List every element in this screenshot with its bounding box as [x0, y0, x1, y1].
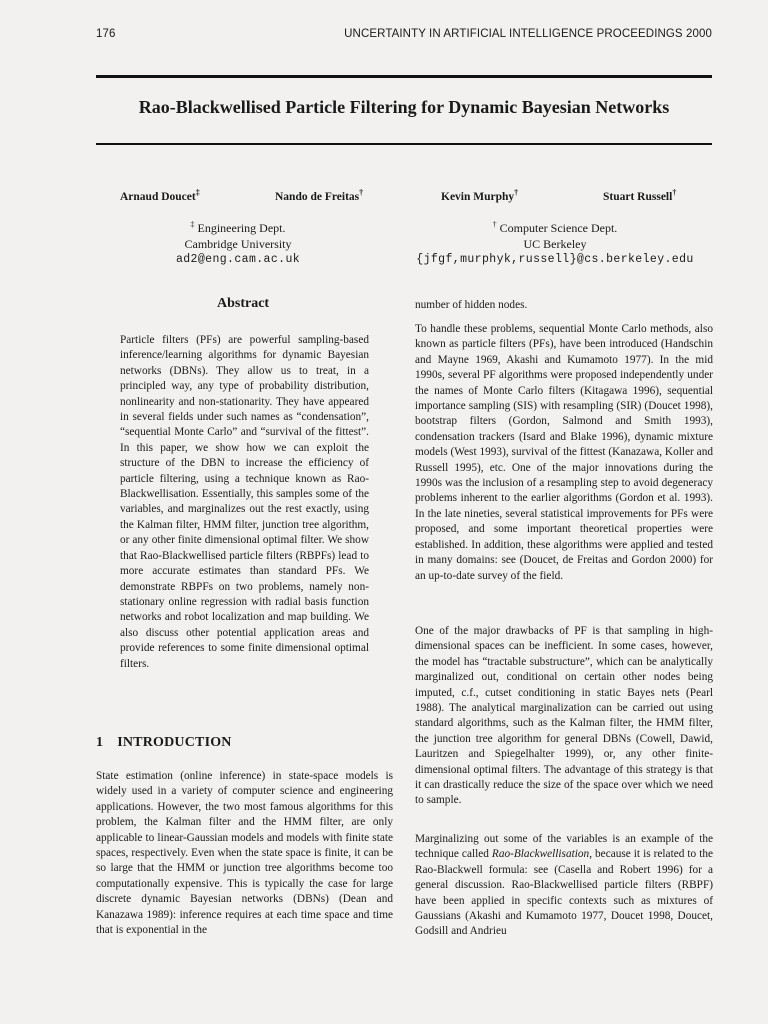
right-column-continuation: number of hidden nodes. — [415, 299, 528, 311]
section-heading-introduction: 1 INTRODUCTION — [96, 735, 232, 750]
affiliation-berkeley: † Computer Science Dept. UC Berkeley {jfgf,murphyk,russell}@cs.berkeley.edu — [400, 217, 710, 268]
paragraph-drawbacks: One of the major drawbacks of PF is that sampling in high-dimensional spaces can be inefficient. In some cases, however, the model has “tractable substructure”, which can be analytically marginalized out, conditional on certain other nodes being imputed, c.f., cutset conditioning in static Bayes nets (Pearl 1988). The analytical marginalization can be carried out using standard algorithms, such as the Kalman filter, the HMM filter, the junction tree algorithm for general DBNs (Cowell, Dawid, Lauritzen and Spiegelhalter 1999), or, any other finite-dimensional optimal filters. The advantage of this strategy is that it can drastically reduce the size of the space over which we need to sample. — [415, 625, 713, 807]
top-rule — [96, 75, 712, 78]
paragraph-rao-blackwellisation: Marginalizing out some of the variables is an example of the technique called Rao-Blackwellisation, because it is related to the Rao-Blackwell formula: see (Casella and Robert 1996) for a general discussion. Rao-Blackwellised particle filters (RBPF) have been applied in specific contexts such as mixtures of Gaussians (Akashi and Kumamoto 1977, Doucet 1998, Doucet, Godsill and Andrieu — [415, 833, 713, 938]
affiliation-cambridge: ‡ Engineering Dept. Cambridge University ad2@eng.cam.ac.uk — [150, 217, 326, 268]
author-de-freitas: Nando de Freitas† — [275, 188, 364, 203]
title-rule — [96, 143, 712, 145]
page-number: 176 — [96, 28, 116, 40]
email-cambridge: ad2@eng.cam.ac.uk — [175, 253, 301, 266]
abstract-body: Particle filters (PFs) are powerful sampling-based inference/learning algorithms for dynamic Bayesian networks (DBNs). They allow us to treat, in a principled way, any type of probability distribution, nonlinearity and non-stationarity. They have appeared in several fields under such names as “condensation”, “sequential Monte Carlo” and “survival of the fittest”. In this paper, we show how we can exploit the structure of the DBN to increase the efficiency of particle filtering, using a technique known as Rao-Blackwellisation. Essentially, this samples some of the variables, and marginalizes out the rest exactly, using the Kalman filter, HMM filter, junction tree algorithm, or any other finite dimensional optimal filter. We show that Rao-Blackwellised particle filters (RBPFs) lead to more accurate estimates than standard PFs. We demonstrate RBPFs on two problems, namely non-stationary online regression with radial basis function networks and robot localization and map building. We also discuss other potential application areas and provide references to some finite dimensional optimal filters. — [120, 334, 369, 670]
introduction-body: State estimation (online inference) in state-space models is widely used in a variety of computer science and engineering applications. However, the two most famous algorithms for this problem, the Kalman filter and the HMM filter, are only applicable to linear-Gaussian models and models with finite state spaces, respectively. Even when the state space is finite, it can be so large that the HMM or junction tree algorithms become too computationally expensive. This is typically the case for large discrete dynamic Bayesian networks (DBNs) (Dean and Kanazawa 1989): inference requires at each time space and time that is exponential in the — [96, 770, 393, 937]
author-doucet: Arnaud Doucet‡ — [120, 188, 200, 203]
author-russell: Stuart Russell† — [603, 188, 677, 203]
paper-title: Rao-Blackwellised Particle Filtering for Dynamic Bayesian Networks — [138, 97, 670, 117]
running-header — [96, 28, 712, 40]
abstract-heading: Abstract — [217, 296, 270, 311]
author-murphy: Kevin Murphy† — [441, 188, 519, 203]
emphasis-rao-blackwellisation: Rao-Blackwellisation — [491, 848, 590, 861]
paragraph-particle-filters: To handle these problems, sequential Monte Carlo methods, also known as particle filters (PFs), have been introduced (Handschin and Mayne 1969, Akashi and Kumamoto 1977). In the mid 1990s, several PF algorithms were proposed independently under the names of Monte Carlo filters (Kitagawa 1996), sequential importance sampling (SIS) with resampling (SIR) (Doucet 1998), bootstrap filters (Gordon, Salmond and Smith 1993), condensation trackers (Isard and Blake 1996), dynamic mixture models (West 1993), survival of the fittest (Kanazawa, Koller and Russell 1995), etc. One of the major innovations during the 1990s was the inclusion of a resampling step to avoid degeneracy problems inherent to the earlier algorithms (Gordon et al. 1993). In the late nineties, several statistical improvements for PFs were proposed, and some important theoretical properties were established. In addition, these algorithms were applied and tested in many domains: see (Doucet, de Freitas and Gordon 2000) for an up-to-date survey of the field. — [415, 323, 713, 582]
email-berkeley: {jfgf,murphyk,russell}@cs.berkeley.edu — [416, 253, 694, 266]
running-title: UNCERTAINTY IN ARTIFICIAL INTELLIGENCE PROCEEDINGS 2000 — [344, 28, 712, 40]
